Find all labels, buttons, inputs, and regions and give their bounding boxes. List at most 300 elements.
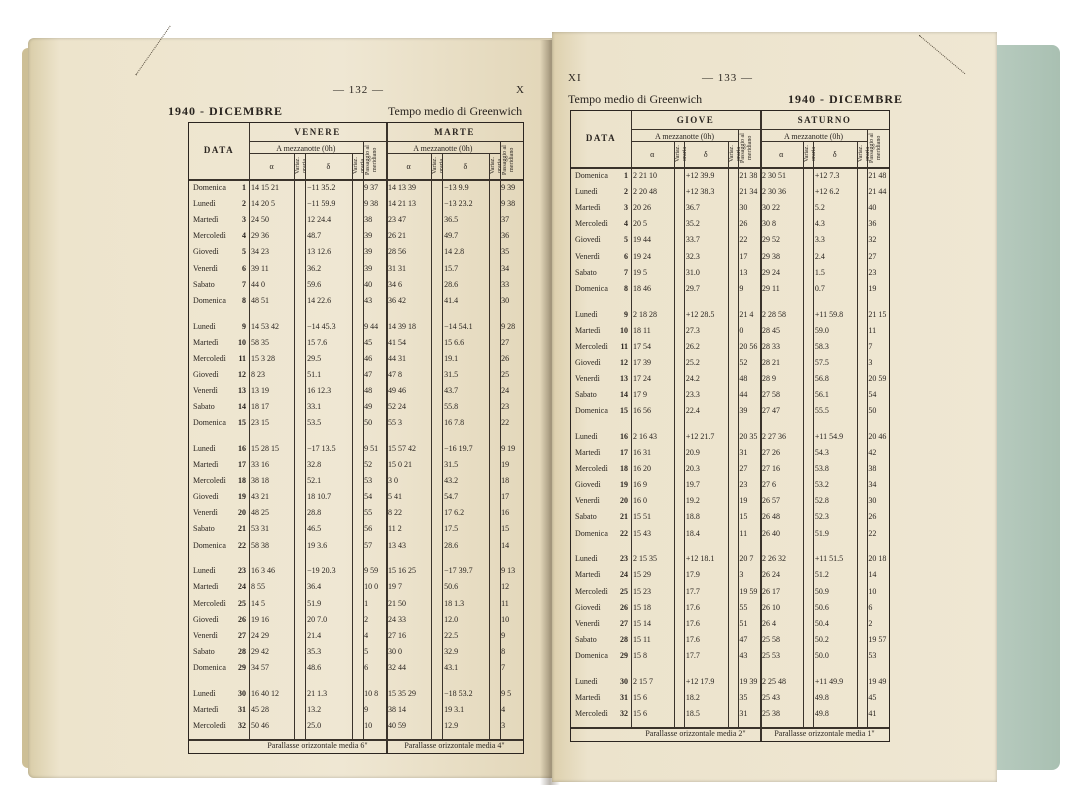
right-page-roman: XI <box>568 72 582 84</box>
day-name: Lunedì <box>193 321 216 331</box>
planet-header: MARTE <box>434 127 475 137</box>
declination-value: −19 20.3 <box>307 566 336 576</box>
day-name: Martedì <box>575 448 601 457</box>
day-number: 1 <box>624 171 628 180</box>
right-ascension-value: 23 47 <box>388 215 406 225</box>
day-name: Lunedì <box>193 199 216 209</box>
right-ascension-value: 26 10 <box>762 602 780 612</box>
day-number: 5 <box>624 235 628 245</box>
meridian-passage-value: 19 57 <box>868 634 887 644</box>
day-number: 3 <box>242 215 246 225</box>
meridian-passage-value: 43 <box>364 295 373 305</box>
day-number: 31 <box>620 692 628 702</box>
meridian-passage-value: 9 5 <box>501 688 512 698</box>
day-number: 15 <box>238 418 246 428</box>
declination-value: 53.8 <box>814 464 829 474</box>
declination-value: +12 39.9 <box>685 171 715 180</box>
declination-value: 17.6 <box>685 618 700 628</box>
day-name: Venerdì <box>193 508 218 518</box>
right-ascension-value: 44 31 <box>388 353 406 363</box>
day-name: Giovedì <box>575 480 601 490</box>
declination-value: 25.2 <box>685 357 700 367</box>
declination-value: −17 13.5 <box>307 443 336 453</box>
day-name: Venerdì <box>575 251 600 261</box>
meridian-passage-value: 0 <box>739 325 744 335</box>
meridian-passage-value: 19 <box>868 283 877 293</box>
day-name: Giovedì <box>575 602 601 612</box>
right-ascension-value: 15 3 28 <box>251 353 275 363</box>
day-number: 19 <box>238 492 246 502</box>
day-number: 11 <box>238 353 246 363</box>
day-number: 1 <box>242 183 246 192</box>
day-number: 9 <box>624 309 628 319</box>
day-name: Sabato <box>575 390 597 400</box>
parallax-footer: Parallasse orizzontale media 4" <box>404 741 505 750</box>
day-number: 20 <box>238 508 246 518</box>
meridian-passage-header: Passaggio al meridiano <box>501 145 515 175</box>
day-name: Martedì <box>575 203 601 213</box>
meridian-passage-value: 26 <box>501 353 510 363</box>
right-ascension-value: 34 57 <box>251 662 269 672</box>
right-ascension-value: 21 50 <box>388 598 406 608</box>
declination-value: −14 54.1 <box>444 321 473 331</box>
meridian-passage-value: 52 <box>739 357 748 367</box>
declination-value: 27.3 <box>685 325 700 335</box>
right-ascension-value: 25 53 <box>762 650 780 660</box>
meridian-passage-value: 44 <box>739 390 748 400</box>
declination-value: 17.6 <box>685 602 700 612</box>
day-name: Lunedì <box>575 309 598 319</box>
meridian-passage-value: 50 <box>868 406 877 416</box>
meridian-passage-value: 27 <box>501 337 510 347</box>
right-ascension-value: 15 14 <box>633 618 651 628</box>
meridian-passage-value: 9 51 <box>364 443 379 453</box>
day-name: Lunedì <box>575 676 598 686</box>
right-ascension-value: 45 28 <box>251 704 269 714</box>
meridian-passage-value: 30 <box>501 295 510 305</box>
right-ascension-value: 38 14 <box>388 704 406 714</box>
right-ascension-value: 30 0 <box>388 646 402 656</box>
delta-header: δ <box>832 150 837 159</box>
day-name: Lunedì <box>575 431 598 441</box>
day-number: 14 <box>238 402 246 412</box>
right-ascension-value: 24 33 <box>388 614 406 624</box>
grid-line <box>728 141 729 727</box>
right-ascension-value: 40 59 <box>388 720 406 730</box>
day-number: 4 <box>624 219 628 229</box>
day-name: Mercoledì <box>193 598 226 608</box>
declination-value: +12 7.3 <box>814 171 840 180</box>
meridian-passage-value: 46 <box>364 353 373 363</box>
meridian-passage-value: 26 <box>739 219 748 229</box>
meridian-passage-value: 31 <box>739 708 748 718</box>
hourly-variation-header: Variaz. <box>674 145 681 163</box>
right-ascension-value: 29 24 <box>762 267 780 277</box>
right-ascension-value: 34 23 <box>251 247 269 257</box>
midnight-header: A mezzanotte (0h) <box>276 144 336 153</box>
day-number: 28 <box>238 646 246 656</box>
meridian-passage-value: 37 <box>501 215 510 225</box>
declination-value: 4.3 <box>814 219 825 229</box>
right-ascension-value: 49 46 <box>388 385 406 395</box>
right-ascension-value: 2 30 36 <box>762 187 786 197</box>
right-ascension-value: 31 31 <box>388 263 406 273</box>
declination-value: 58.3 <box>814 341 829 351</box>
right-ascension-value: 14 20 5 <box>251 199 275 209</box>
right-ascension-value: 24 50 <box>251 215 269 225</box>
declination-value: 36.7 <box>685 203 700 213</box>
meridian-passage-value: 21 34 <box>739 187 758 197</box>
grid-line <box>674 141 675 727</box>
day-number: 28 <box>620 634 628 644</box>
declination-value: 25.0 <box>307 720 322 730</box>
declination-value: 52.8 <box>814 496 829 506</box>
declination-value: 18 1.3 <box>444 598 465 608</box>
declination-value: 35.2 <box>685 219 700 229</box>
day-name: Giovedì <box>575 357 601 367</box>
declination-value: −17 39.7 <box>444 566 473 576</box>
meridian-passage-header: Passaggio al meridiano <box>869 133 883 163</box>
midnight-header: A mezzanotte (0h) <box>413 144 473 153</box>
day-name: Domenica <box>575 528 608 538</box>
day-name: Mercoledì <box>575 464 608 474</box>
declination-value: 16 7.8 <box>444 418 465 428</box>
right-ascension-value: 26 4 <box>762 618 776 628</box>
day-number: 6 <box>624 251 628 261</box>
meridian-passage-value: 10 <box>501 614 510 624</box>
day-name: Venerdì <box>193 630 218 640</box>
meridian-passage-value: 43 <box>739 650 748 660</box>
right-ascension-value: 26 24 <box>762 570 780 580</box>
meridian-passage-value: 20 59 <box>868 373 887 383</box>
declination-value: 17.9 <box>685 570 700 580</box>
day-number: 16 <box>238 443 246 453</box>
right-ascension-value: 18 11 <box>633 325 651 335</box>
meridian-passage-value: 39 <box>364 231 373 241</box>
right-ascension-value: 2 20 48 <box>633 187 657 197</box>
parallax-footer: Parallasse orizzontale media 2" <box>645 729 746 738</box>
meridian-passage-value: 27 <box>739 464 748 474</box>
day-number: 17 <box>620 448 628 457</box>
day-number: 11 <box>620 341 628 351</box>
meridian-passage-value: 54 <box>868 390 877 400</box>
right-ascension-value: 33 16 <box>251 460 269 469</box>
right-ascension-value: 13 19 <box>251 385 269 395</box>
declination-value: 19 3.1 <box>444 704 465 714</box>
declination-value: 33.7 <box>685 235 700 245</box>
right-ascension-value: 2 27 36 <box>762 431 786 441</box>
right-ascension-value: 2 15 7 <box>633 676 653 686</box>
alpha-header: α <box>406 162 411 171</box>
declination-value: 36.5 <box>444 215 459 225</box>
meridian-passage-value: 35 <box>739 692 748 702</box>
meridian-passage-value: 9 44 <box>364 321 379 331</box>
meridian-passage-value: 3 <box>501 720 506 730</box>
day-name: Martedì <box>193 704 219 714</box>
meridian-passage-value: 21 48 <box>868 171 887 180</box>
day-number: 8 <box>624 283 628 293</box>
day-number: 20 <box>620 496 628 506</box>
declination-value: −13 9.9 <box>444 183 469 192</box>
declination-value: 49.8 <box>814 708 829 718</box>
meridian-passage-value: 7 <box>868 341 873 351</box>
right-ascension-value: 18 17 <box>251 402 269 412</box>
meridian-passage-value: 10 <box>868 586 877 596</box>
right-ascension-value: 18 46 <box>633 283 651 293</box>
day-name: Mercoledì <box>575 586 608 596</box>
meridian-passage-header: Passaggio al meridiano <box>364 145 378 175</box>
grid-line <box>857 141 858 727</box>
declination-value: 18.8 <box>685 512 700 522</box>
right-ascension-value: 13 43 <box>388 540 406 550</box>
right-ascension-value: 29 52 <box>762 235 780 245</box>
day-number: 13 <box>620 373 628 383</box>
right-ascension-value: 2 30 51 <box>762 171 786 180</box>
alpha-header: α <box>779 150 784 159</box>
meridian-passage-value: 21 38 <box>739 171 758 180</box>
left-ephemeris-table <box>188 122 524 754</box>
meridian-passage-value: 34 <box>501 263 510 273</box>
right-ascension-value: 14 13 39 <box>388 183 416 192</box>
declination-value: 31.0 <box>685 267 700 277</box>
declination-value: 18 10.7 <box>307 492 332 502</box>
meridian-passage-value: 54 <box>364 492 373 502</box>
day-name: Sabato <box>575 634 597 644</box>
declination-value: 48.6 <box>307 662 322 672</box>
hourly-variation-header: Variaz. <box>803 145 810 163</box>
day-number: 7 <box>624 267 628 277</box>
day-name: Martedì <box>575 325 601 335</box>
declination-value: 22.5 <box>444 630 459 640</box>
right-ascension-value: 2 21 10 <box>633 171 657 180</box>
declination-value: +12 21.7 <box>685 431 715 441</box>
meridian-passage-value: 21 4 <box>739 309 754 319</box>
meridian-passage-value: 9 39 <box>501 183 516 192</box>
day-number: 3 <box>624 203 628 213</box>
day-name: Venerdì <box>193 385 218 395</box>
day-name: Domenica <box>193 662 226 672</box>
right-ascension-value: 2 26 32 <box>762 554 786 564</box>
right-ascension-value: 29 38 <box>762 251 780 261</box>
meridian-passage-value: 22 <box>501 418 510 428</box>
declination-value: 21.4 <box>307 630 322 640</box>
right-ascension-value: 11 2 <box>388 524 402 534</box>
meridian-passage-value: 20 46 <box>868 431 887 441</box>
declination-value: 28.8 <box>307 508 322 518</box>
midnight-header: A mezzanotte (0h) <box>654 132 715 141</box>
meridian-passage-value: 9 38 <box>364 199 379 209</box>
day-name: Martedì <box>193 337 219 347</box>
right-ascension-value: 2 28 58 <box>762 309 786 319</box>
right-ascension-value: 15 28 15 <box>251 443 279 453</box>
meridian-passage-value: 42 <box>868 448 877 457</box>
right-ascension-value: 17 9 <box>633 390 647 400</box>
declination-value: 15.7 <box>444 263 459 273</box>
meridian-passage-value: 40 <box>868 203 877 213</box>
day-number: 23 <box>238 566 246 576</box>
right-ascension-value: 38 18 <box>251 476 269 486</box>
declination-value: +12 18.1 <box>685 554 715 564</box>
day-name: Domenica <box>575 171 608 180</box>
day-name: Martedì <box>575 570 601 580</box>
meridian-passage-value: 23 <box>739 480 748 490</box>
right-ascension-value: 16 56 <box>633 406 651 416</box>
right-ascension-value: 15 0 21 <box>388 460 412 469</box>
right-ascension-value: 25 43 <box>762 692 780 702</box>
declination-value: 51.2 <box>814 570 829 580</box>
right-ascension-value: 26 21 <box>388 231 406 241</box>
parallax-footer: Parallasse orizzontale media 1" <box>774 729 875 738</box>
meridian-passage-value: 3 <box>739 570 744 580</box>
right-ascension-value: 16 20 <box>633 464 651 474</box>
meridian-passage-value: 34 <box>868 480 877 490</box>
right-ascension-value: 15 23 <box>633 586 651 596</box>
right-ascension-value: 14 5 <box>251 598 265 608</box>
hourly-variation-header: Variaz. <box>295 157 302 175</box>
data-column-header: DATA <box>203 145 235 155</box>
day-name: Domenica <box>193 183 226 192</box>
right-ascension-value: 28 33 <box>762 341 780 351</box>
right-month-header: 1940 - DICEMBRE <box>788 92 904 106</box>
declination-value: 50.6 <box>444 582 459 592</box>
right-ascension-value: 19 7 <box>388 582 402 592</box>
day-name: Sabato <box>193 402 215 412</box>
declination-value: 43.1 <box>444 662 459 672</box>
declination-value: −16 19.7 <box>444 443 473 453</box>
grid-line <box>571 167 889 169</box>
right-page-number: — 133 — <box>702 72 753 84</box>
right-ascension-value: 15 29 <box>633 570 651 580</box>
day-name: Martedì <box>193 460 219 469</box>
day-name: Sabato <box>193 279 215 289</box>
day-name: Giovedì <box>193 247 219 257</box>
meridian-passage-value: 50 <box>364 418 373 428</box>
perforation-mark <box>919 35 966 74</box>
meridian-passage-value: 11 <box>739 528 748 538</box>
declination-value: 3.3 <box>814 235 825 245</box>
meridian-passage-value: 39 <box>739 406 748 416</box>
declination-value: 18.2 <box>685 692 700 702</box>
meridian-passage-value: 47 <box>364 369 373 379</box>
right-time-header: Tempo medio di Greenwich <box>568 92 703 106</box>
meridian-passage-value: 22 <box>739 235 748 245</box>
grid-line <box>803 141 804 727</box>
parallax-footer: Parallasse orizzontale media 6" <box>267 741 368 750</box>
meridian-passage-value: 21 44 <box>868 187 887 197</box>
day-number: 30 <box>238 688 246 698</box>
meridian-passage-value: 35 <box>501 247 510 257</box>
declination-value: 19 3.6 <box>307 540 328 550</box>
meridian-passage-value: 20 18 <box>868 554 887 564</box>
meridian-passage-value: 6 <box>868 602 873 612</box>
declination-value: 16 12.3 <box>307 385 332 395</box>
meridian-passage-value: 19 <box>739 496 748 506</box>
meridian-passage-value: 17 <box>501 492 510 502</box>
declination-value: 35.3 <box>307 646 322 656</box>
meridian-passage-value: 9 19 <box>501 443 516 453</box>
declination-value: 52.3 <box>814 512 829 522</box>
day-number: 6 <box>242 263 246 273</box>
right-ascension-value: 52 24 <box>388 402 406 412</box>
day-number: 5 <box>242 247 246 257</box>
right-ascension-value: 41 54 <box>388 337 406 347</box>
day-number: 12 <box>620 357 628 367</box>
declination-value: 49.7 <box>444 231 459 241</box>
right-ascension-value: 20 5 <box>633 219 647 229</box>
day-number: 22 <box>620 528 628 538</box>
declination-value: 59.6 <box>307 279 322 289</box>
meridian-passage-value: 23 <box>868 267 877 277</box>
delta-header: δ <box>703 150 708 159</box>
meridian-passage-value: 24 <box>501 385 510 395</box>
right-ascension-value: 27 47 <box>762 406 780 416</box>
declination-value: +11 59.8 <box>814 309 844 319</box>
day-number: 29 <box>238 662 246 672</box>
declination-value: 5.2 <box>814 203 825 213</box>
declination-value: −11 59.9 <box>307 199 336 209</box>
grid-line <box>249 123 250 739</box>
declination-value: 15 6.6 <box>444 337 465 347</box>
right-ascension-value: 15 11 <box>633 634 651 644</box>
declination-value: 51.9 <box>814 528 829 538</box>
right-ascension-value: 16 31 <box>633 448 651 457</box>
day-number: 9 <box>242 321 246 331</box>
meridian-passage-value: 15 <box>501 524 510 534</box>
meridian-passage-value: 30 <box>739 203 748 213</box>
meridian-passage-value: 53 <box>364 476 373 486</box>
right-ascension-value: 28 21 <box>762 357 780 367</box>
right-ascension-value: 26 17 <box>762 586 780 596</box>
right-ascension-value: 15 35 29 <box>388 688 416 698</box>
declination-value: 55.5 <box>814 406 829 416</box>
meridian-passage-value: 3 <box>868 357 873 367</box>
declination-value: 28.6 <box>444 279 459 289</box>
right-ascension-value: 15 57 42 <box>388 443 416 453</box>
day-number: 17 <box>238 460 246 469</box>
meridian-passage-value: 51 <box>739 618 748 628</box>
declination-value: 20.3 <box>685 464 700 474</box>
right-ascension-value: 14 53 42 <box>251 321 279 331</box>
day-number: 32 <box>620 708 628 718</box>
delta-header: δ <box>463 162 468 171</box>
declination-value: 1.5 <box>814 267 825 277</box>
right-ascension-value: 47 8 <box>388 369 402 379</box>
grid-line <box>489 153 490 739</box>
declination-value: +11 54.9 <box>814 431 844 441</box>
declination-value: 50.4 <box>814 618 829 628</box>
declination-value: +11 49.9 <box>814 676 844 686</box>
meridian-passage-value: 7 <box>501 662 506 672</box>
planet-header: VENERE <box>294 127 341 137</box>
declination-value: −14 45.3 <box>307 321 336 331</box>
declination-value: 12.9 <box>444 720 459 730</box>
meridian-passage-header: Passaggio al meridiano <box>740 133 754 163</box>
day-number: 31 <box>238 704 246 714</box>
meridian-passage-value: 9 13 <box>501 566 516 576</box>
declination-value: 13.2 <box>307 704 322 714</box>
meridian-passage-value: 10 8 <box>364 688 379 698</box>
right-ascension-value: 28 9 <box>762 373 776 383</box>
right-ascension-value: 15 43 <box>633 528 651 538</box>
declination-value: 12.0 <box>444 614 459 624</box>
declination-value: +12 17.9 <box>685 676 715 686</box>
day-number: 26 <box>238 614 246 624</box>
declination-value: 48.7 <box>307 231 322 241</box>
meridian-passage-value: 18 <box>501 476 510 486</box>
declination-value: 31.5 <box>444 369 459 379</box>
right-ascension-value: 16 0 <box>633 496 647 506</box>
declination-value: 17.7 <box>685 650 700 660</box>
